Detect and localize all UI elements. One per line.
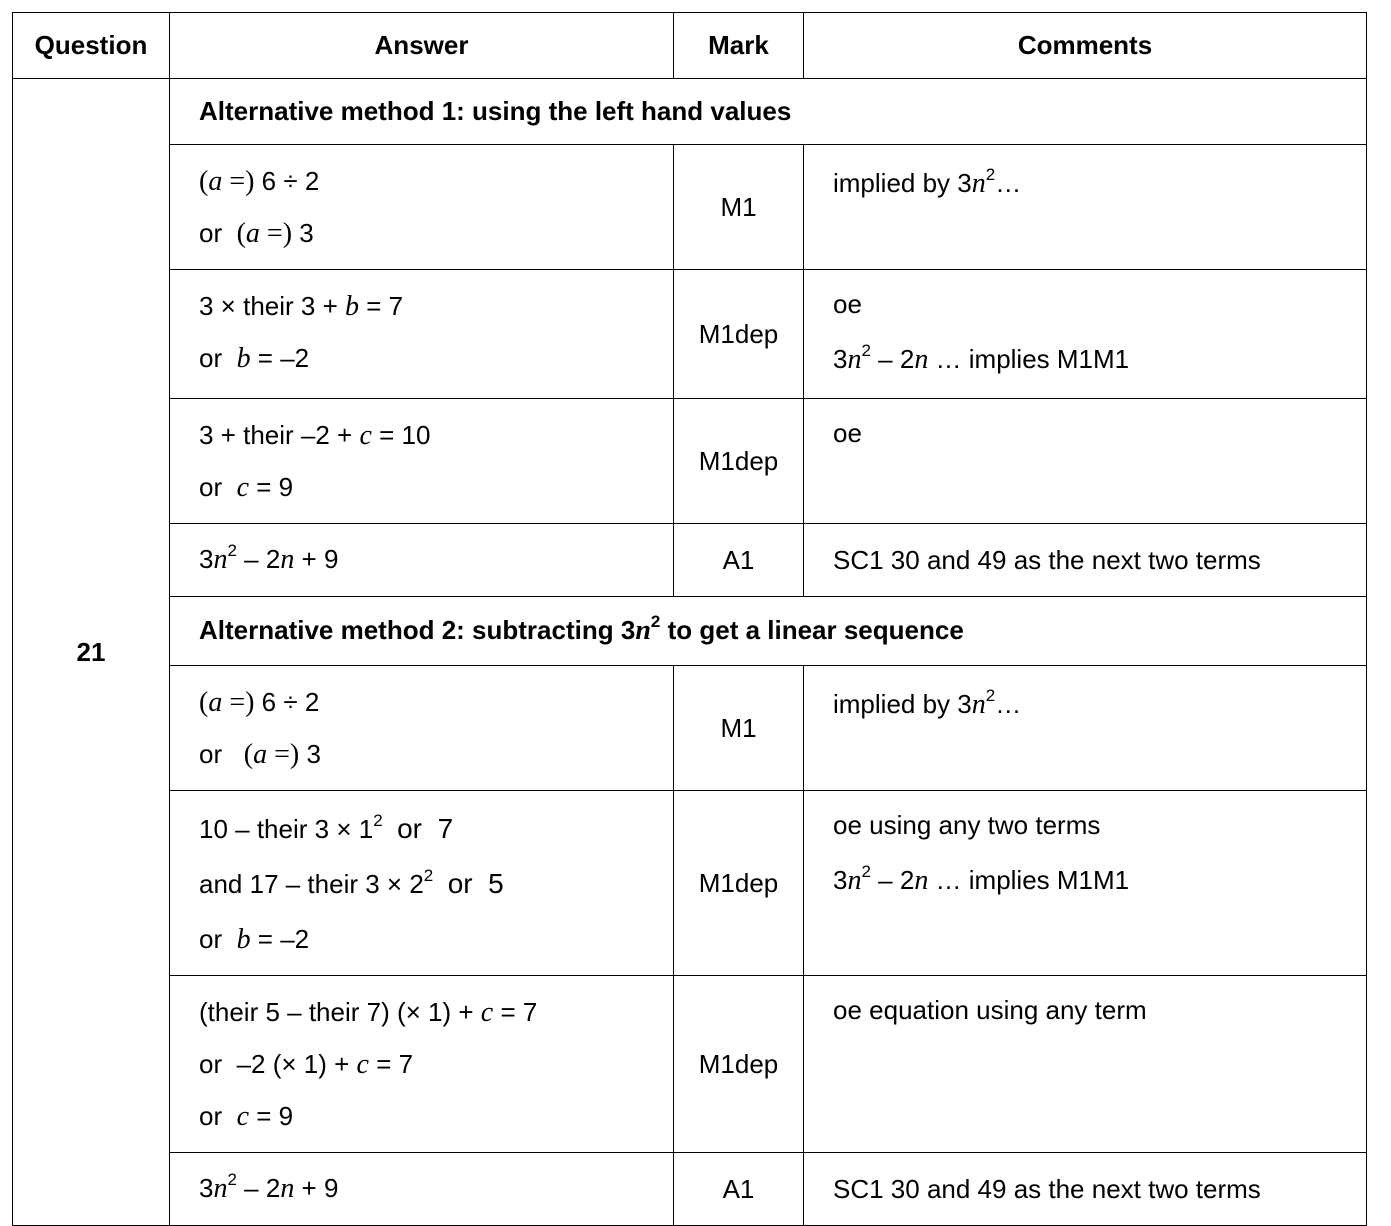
mark-cell: M1dep <box>674 976 804 1153</box>
table-row <box>13 976 1367 1153</box>
comment-cell <box>804 976 1367 1153</box>
comment-line: implied by $3n^2\dots$ <box>833 165 1022 199</box>
answer-line: $3n^2 - 2n + 9$ <box>199 1170 339 1204</box>
mark-cell: A1 <box>674 524 804 597</box>
answer-cell <box>170 976 674 1153</box>
comment-cell <box>804 145 1367 270</box>
comment-line: oe <box>833 289 862 319</box>
answer-line: 10 – their $3 \times 1^2$ or 7 <box>199 811 454 844</box>
header-mark: Mark <box>674 13 804 79</box>
answer-cell <box>170 399 674 524</box>
mark-cell: M1 <box>674 145 804 270</box>
method2-title: Alternative method 2: subtracting $3n^2$ to get a linear sequence <box>170 597 1367 666</box>
table-row <box>13 399 1367 524</box>
answer-line: 3 × their 3 + b = 7 <box>199 291 404 322</box>
comment-line: oe using any two terms <box>833 810 1101 840</box>
comment-line: implied by $3n^2\dots$ <box>833 686 1022 720</box>
answer-line: and 17 – their $3 \times 2^2$ or 5 <box>199 866 504 899</box>
answer-line: or b = –2 <box>199 343 310 374</box>
comment-cell: SC1 30 and 49 as the next two terms <box>804 1153 1367 1226</box>
comment-line: oe equation using any term <box>833 995 1147 1025</box>
answer-line: or b = –2 <box>199 924 310 955</box>
answer-line: $3n^2 - 2n + 9$ <box>199 541 339 575</box>
comment-cell: SC1 30 and 49 as the next two terms <box>804 524 1367 597</box>
header-question: Question <box>13 13 170 79</box>
answer-cell <box>170 270 674 399</box>
answer-line: 3 + their –2 + c = 10 <box>199 420 431 451</box>
mark-scheme-table <box>12 12 1367 1226</box>
table-row <box>13 666 1367 791</box>
question-number: 21 <box>13 79 170 1226</box>
method1-title-row <box>13 79 1367 145</box>
table-row <box>13 791 1367 976</box>
table-row <box>13 145 1367 270</box>
answer-line: or –2 (× 1) + c = 7 <box>199 1049 414 1080</box>
table-row <box>13 524 1367 597</box>
answer-line: or c = 9 <box>199 472 294 503</box>
comment-line: $3n^2 - 2n$ … implies M1M1 <box>833 341 1130 375</box>
answer-line: (a =) 6 ÷ 2 <box>199 687 320 718</box>
answer-cell <box>170 1153 674 1226</box>
answer-cell <box>170 145 674 270</box>
header-comments: Comments <box>804 13 1367 79</box>
answer-line: (a =) 6 ÷ 2 <box>199 166 320 197</box>
method1-title: Alternative method 1: using the left hand values <box>170 79 1367 145</box>
answer-line: or c = 9 <box>199 1101 294 1132</box>
answer-line: or (a =) 3 <box>199 739 321 770</box>
comment-line: $3n^2 - 2n$ … implies M1M1 <box>833 862 1130 896</box>
mark-cell: M1 <box>674 666 804 791</box>
answer-cell <box>170 524 674 597</box>
answer-line: (their 5 – their 7) (× 1) + c = 7 <box>199 997 538 1028</box>
comment-cell <box>804 399 1367 524</box>
mark-cell: M1dep <box>674 791 804 976</box>
answer-cell <box>170 666 674 791</box>
comment-cell <box>804 791 1367 976</box>
comment-line: oe <box>833 418 862 448</box>
comment-cell <box>804 666 1367 791</box>
method2-title-row <box>13 597 1367 666</box>
comment-cell <box>804 270 1367 399</box>
mark-cell: M1dep <box>674 270 804 399</box>
mark-cell: M1dep <box>674 399 804 524</box>
header-answer: Answer <box>170 13 674 79</box>
table-row <box>13 270 1367 399</box>
header-row <box>13 13 1367 79</box>
answer-cell <box>170 791 674 976</box>
mark-cell: A1 <box>674 1153 804 1226</box>
answer-line: or (a =) 3 <box>199 218 314 249</box>
table-row <box>13 1153 1367 1226</box>
